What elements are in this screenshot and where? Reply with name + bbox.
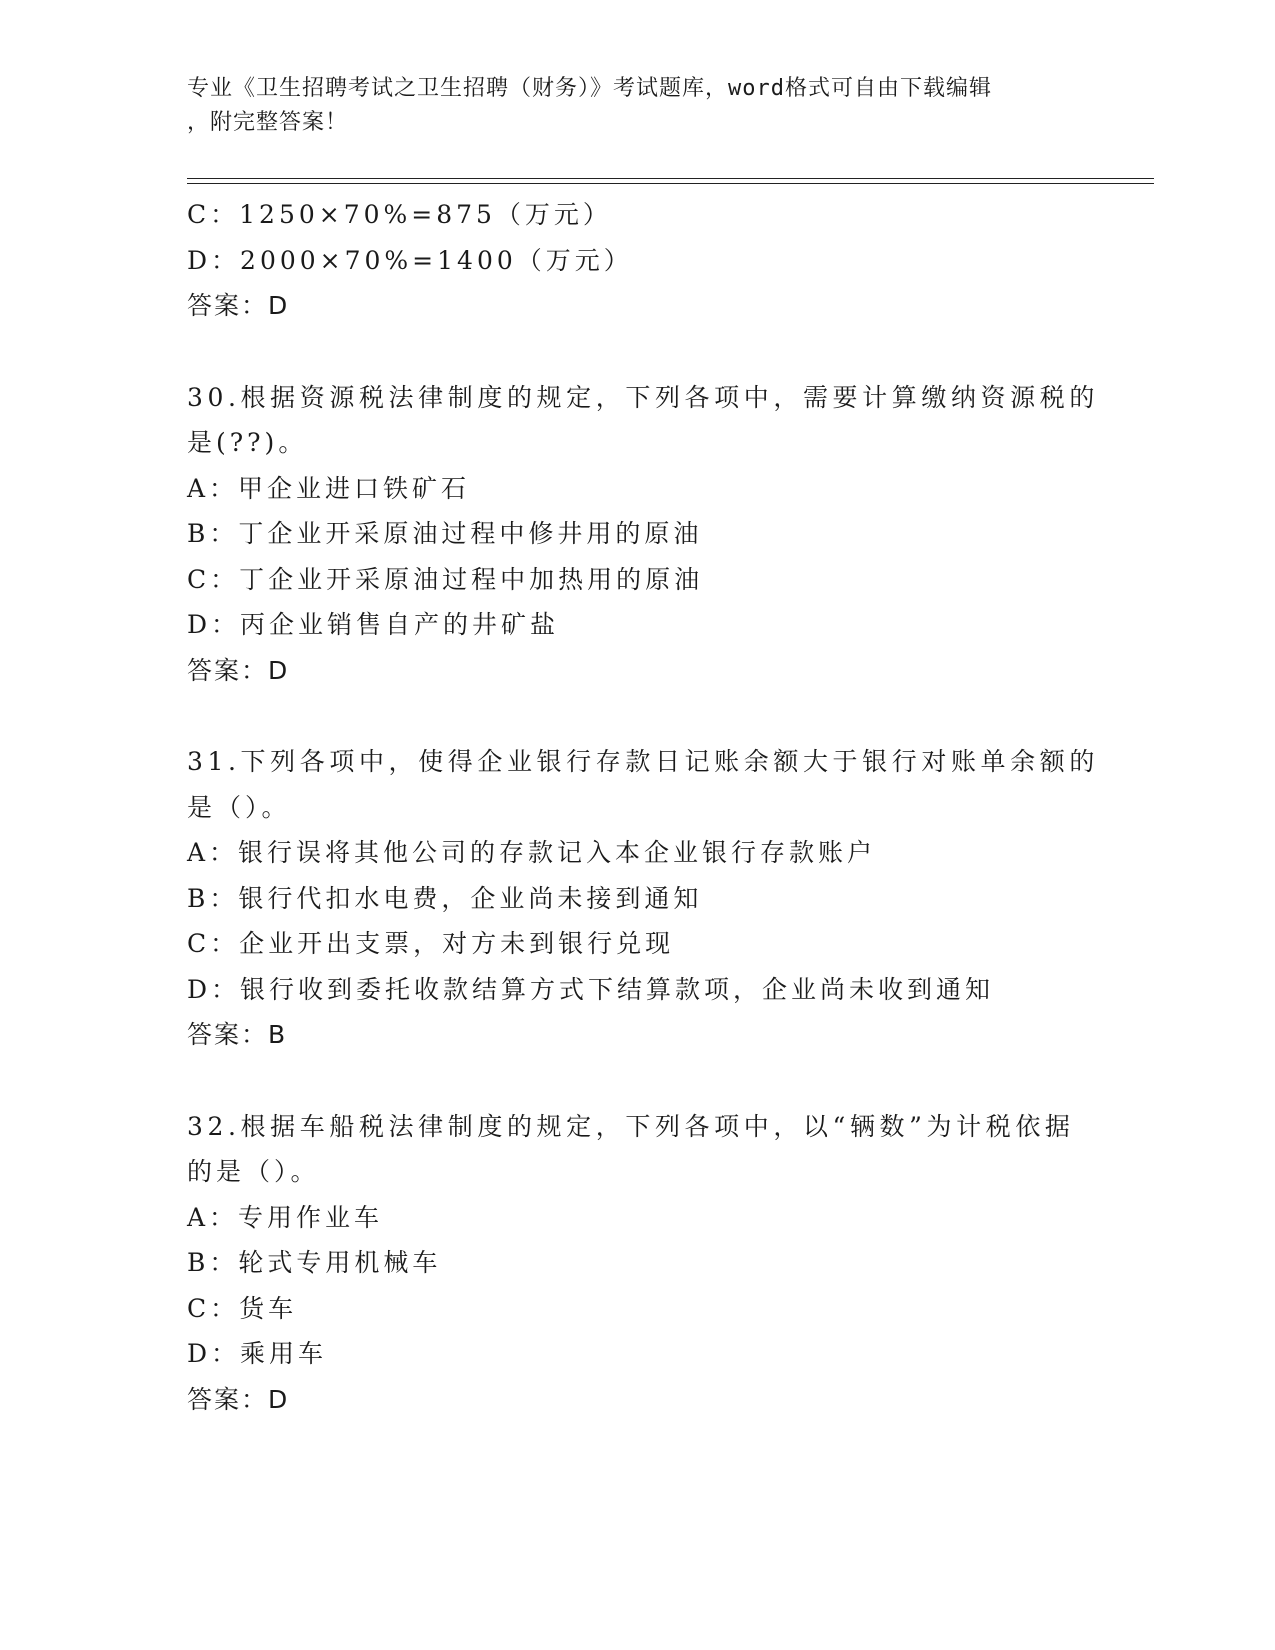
question-stem-continued: 是(??)。 — [187, 428, 308, 457]
header-title-line-1: 专业《卫生招聘考试之卫生招聘（财务）》考试题库，word格式可自由下载编辑 — [187, 76, 992, 101]
question-stem: 32.根据车船税法律制度的规定，下列各项中，以“辆数”为计税依据 — [187, 1111, 1075, 1141]
answer-text: 答案：D — [187, 655, 290, 685]
question-31 — [187, 739, 1099, 1058]
spacer — [187, 693, 1087, 739]
option-c: C：1250×70%=875（万元） — [187, 200, 612, 229]
option-d: D：银行收到委托收款结算方式下结算款项，企业尚未收到通知 — [187, 974, 995, 1004]
question-32 — [187, 1104, 1087, 1423]
option-c: C：企业开出支票，对方未到银行兑现 — [187, 929, 675, 958]
option-a: A：专用作业车 — [187, 1202, 384, 1232]
header-title-line-2: ，附完整答案！ — [187, 110, 349, 135]
option-d: D：2000×70%=1400（万元） — [187, 245, 633, 275]
question-list — [187, 192, 1099, 1422]
header-divider-bottom — [187, 183, 1154, 184]
option-d: D：丙企业销售自产的井矿盐 — [187, 610, 560, 639]
question-stem-continued: 是（）。 — [187, 792, 291, 822]
option-c: C：货车 — [187, 1293, 298, 1323]
spacer — [187, 1058, 1087, 1104]
question-stem-continued: 的是（）。 — [187, 1157, 320, 1186]
answer-text: 答案：D — [187, 1384, 290, 1414]
option-a: A：甲企业进口铁矿石 — [187, 473, 471, 503]
option-d: D：乘用车 — [187, 1339, 328, 1368]
spacer — [187, 329, 1087, 375]
page-header — [187, 72, 1067, 140]
question-29-continued — [187, 192, 1087, 329]
option-a: A：银行误将其他公司的存款记入本企业银行存款账户 — [187, 838, 877, 867]
answer-text: 答案：D — [187, 291, 290, 320]
question-stem: 31.下列各项中，使得企业银行存款日记账余额大于银行对账单余额的 — [187, 747, 1099, 776]
option-b: B：银行代扣水电费，企业尚未接到通知 — [187, 883, 703, 913]
answer-text: 答案：B — [187, 1020, 288, 1049]
option-b: B：丁企业开采原油过程中修井用的原油 — [187, 519, 703, 548]
question-30 — [187, 375, 1099, 694]
question-stem: 30.根据资源税法律制度的规定，下列各项中，需要计算缴纳资源税的 — [187, 382, 1099, 412]
option-c: C：丁企业开采原油过程中加热用的原油 — [187, 564, 704, 594]
option-b: B：轮式专用机械车 — [187, 1248, 442, 1277]
header-divider-top — [187, 178, 1154, 179]
